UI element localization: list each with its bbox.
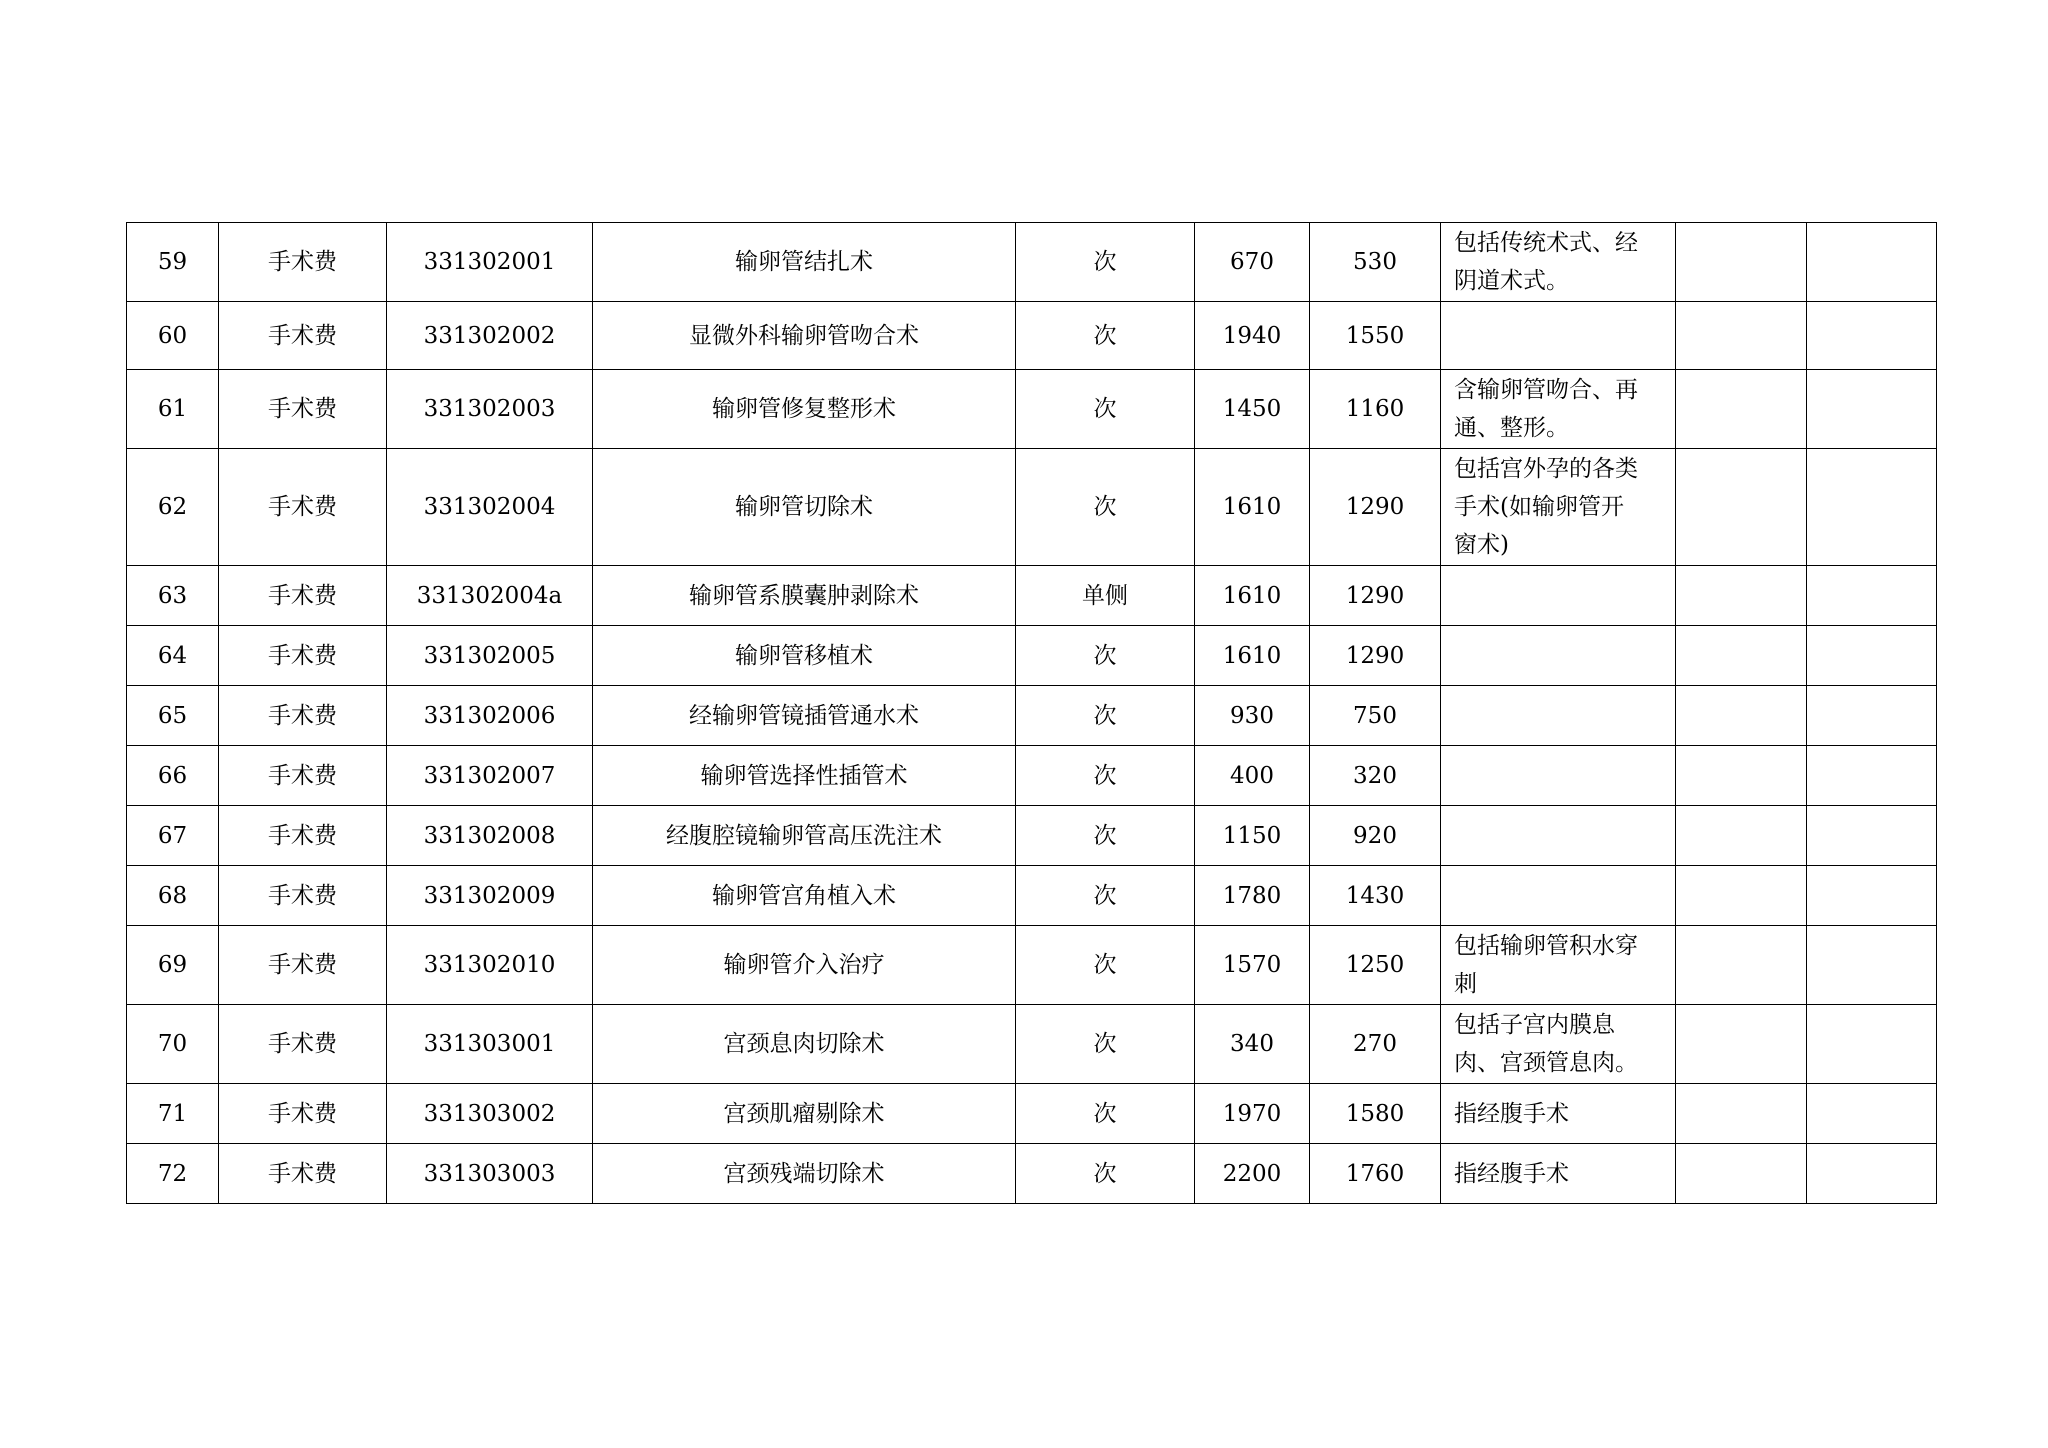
- cell-note: [1441, 746, 1676, 806]
- cell-category: 手术费: [219, 1144, 387, 1204]
- table-row: [127, 866, 1937, 926]
- cell-code: 331303002: [387, 1084, 593, 1144]
- cell-category: 手术费: [219, 686, 387, 746]
- cell-price1: 1940: [1195, 302, 1310, 370]
- cell-no: 63: [127, 566, 219, 626]
- cell-extra1: [1676, 626, 1807, 686]
- cell-unit: 次: [1016, 1144, 1195, 1204]
- cell-extra2: [1807, 1084, 1937, 1144]
- cell-price2: 530: [1310, 223, 1441, 302]
- cell-extra2: [1807, 1144, 1937, 1204]
- cell-price2: 750: [1310, 686, 1441, 746]
- cell-extra1: [1676, 866, 1807, 926]
- cell-price1: 1610: [1195, 566, 1310, 626]
- cell-no: 62: [127, 449, 219, 566]
- cell-price2: 270: [1310, 1005, 1441, 1084]
- cell-price2: 320: [1310, 746, 1441, 806]
- cell-no: 72: [127, 1144, 219, 1204]
- cell-category: 手术费: [219, 302, 387, 370]
- cell-note: 包括宫外孕的各类 手术(如输卵管开 窗术): [1441, 449, 1676, 566]
- cell-name: 宫颈息肉切除术: [593, 1005, 1016, 1084]
- cell-unit: 次: [1016, 686, 1195, 746]
- cell-category: 手术费: [219, 626, 387, 686]
- cell-no: 59: [127, 223, 219, 302]
- table-row: [127, 1144, 1937, 1204]
- cell-name: 输卵管系膜囊肿剥除术: [593, 566, 1016, 626]
- cell-extra1: [1676, 302, 1807, 370]
- cell-note: 包括输卵管积水穿 刺: [1441, 926, 1676, 1005]
- cell-no: 71: [127, 1084, 219, 1144]
- cell-price2: 1290: [1310, 449, 1441, 566]
- cell-code: 331303001: [387, 1005, 593, 1084]
- cell-price2: 1430: [1310, 866, 1441, 926]
- cell-price1: 1780: [1195, 866, 1310, 926]
- cell-name: 经输卵管镜插管通水术: [593, 686, 1016, 746]
- cell-category: 手术费: [219, 370, 387, 449]
- cell-code: 331302005: [387, 626, 593, 686]
- cell-unit: 次: [1016, 746, 1195, 806]
- cell-no: 69: [127, 926, 219, 1005]
- cell-code: 331303003: [387, 1144, 593, 1204]
- cell-unit: 次: [1016, 223, 1195, 302]
- cell-unit: 次: [1016, 866, 1195, 926]
- cell-no: 64: [127, 626, 219, 686]
- cell-code: 331302010: [387, 926, 593, 1005]
- cell-price1: 670: [1195, 223, 1310, 302]
- cell-category: 手术费: [219, 1084, 387, 1144]
- cell-note: 指经腹手术: [1441, 1084, 1676, 1144]
- cell-no: 70: [127, 1005, 219, 1084]
- cell-price2: 1550: [1310, 302, 1441, 370]
- table-row: [127, 223, 1937, 302]
- table-row: [127, 302, 1937, 370]
- cell-name: 输卵管介入治疗: [593, 926, 1016, 1005]
- cell-extra2: [1807, 746, 1937, 806]
- cell-extra2: [1807, 566, 1937, 626]
- cell-extra2: [1807, 686, 1937, 746]
- cell-price1: 1450: [1195, 370, 1310, 449]
- cell-name: 输卵管宫角植入术: [593, 866, 1016, 926]
- cell-note: [1441, 686, 1676, 746]
- cell-price1: 1570: [1195, 926, 1310, 1005]
- cell-name: 输卵管移植术: [593, 626, 1016, 686]
- cell-code: 331302004: [387, 449, 593, 566]
- cell-no: 60: [127, 302, 219, 370]
- cell-unit: 次: [1016, 926, 1195, 1005]
- cell-code: 331302002: [387, 302, 593, 370]
- cell-unit: 次: [1016, 370, 1195, 449]
- cell-price1: 340: [1195, 1005, 1310, 1084]
- cell-extra2: [1807, 223, 1937, 302]
- cell-name: 宫颈肌瘤剔除术: [593, 1084, 1016, 1144]
- cell-extra2: [1807, 926, 1937, 1005]
- cell-unit: 次: [1016, 449, 1195, 566]
- cell-price2: 1580: [1310, 1084, 1441, 1144]
- cell-unit: 次: [1016, 806, 1195, 866]
- fee-table-body: [127, 223, 1937, 1204]
- table-row: [127, 370, 1937, 449]
- cell-code: 331302009: [387, 866, 593, 926]
- cell-price2: 1250: [1310, 926, 1441, 1005]
- cell-price1: 2200: [1195, 1144, 1310, 1204]
- cell-extra1: [1676, 926, 1807, 1005]
- cell-code: 331302003: [387, 370, 593, 449]
- cell-extra2: [1807, 866, 1937, 926]
- cell-category: 手术费: [219, 806, 387, 866]
- cell-name: 宫颈残端切除术: [593, 1144, 1016, 1204]
- cell-category: 手术费: [219, 223, 387, 302]
- cell-code: 331302001: [387, 223, 593, 302]
- fee-table: [126, 222, 1937, 1204]
- cell-name: 显微外科输卵管吻合术: [593, 302, 1016, 370]
- cell-note: 包括传统术式、经 阴道术式。: [1441, 223, 1676, 302]
- table-row: [127, 1084, 1937, 1144]
- cell-extra1: [1676, 746, 1807, 806]
- cell-code: 331302004a: [387, 566, 593, 626]
- cell-name: 输卵管切除术: [593, 449, 1016, 566]
- cell-price2: 1290: [1310, 566, 1441, 626]
- cell-name: 经腹腔镜输卵管高压洗注术: [593, 806, 1016, 866]
- cell-extra1: [1676, 566, 1807, 626]
- cell-unit: 次: [1016, 1084, 1195, 1144]
- table-row: [127, 926, 1937, 1005]
- cell-category: 手术费: [219, 746, 387, 806]
- table-row: [127, 449, 1937, 566]
- cell-code: 331302007: [387, 746, 593, 806]
- cell-code: 331302006: [387, 686, 593, 746]
- cell-unit: 次: [1016, 626, 1195, 686]
- cell-note: [1441, 626, 1676, 686]
- cell-extra1: [1676, 1084, 1807, 1144]
- table-row: [127, 746, 1937, 806]
- cell-no: 61: [127, 370, 219, 449]
- cell-extra2: [1807, 449, 1937, 566]
- cell-price1: 1970: [1195, 1084, 1310, 1144]
- table-row: [127, 806, 1937, 866]
- table-row: [127, 626, 1937, 686]
- cell-price1: 400: [1195, 746, 1310, 806]
- table-row: [127, 686, 1937, 746]
- cell-extra2: [1807, 302, 1937, 370]
- table-row: [127, 566, 1937, 626]
- cell-price1: 1610: [1195, 626, 1310, 686]
- cell-price1: 1150: [1195, 806, 1310, 866]
- cell-extra1: [1676, 370, 1807, 449]
- cell-note: [1441, 566, 1676, 626]
- cell-extra2: [1807, 806, 1937, 866]
- cell-extra1: [1676, 686, 1807, 746]
- cell-extra2: [1807, 1005, 1937, 1084]
- cell-extra1: [1676, 449, 1807, 566]
- cell-category: 手术费: [219, 866, 387, 926]
- cell-name: 输卵管结扎术: [593, 223, 1016, 302]
- cell-note: 含输卵管吻合、再 通、整形。: [1441, 370, 1676, 449]
- cell-no: 67: [127, 806, 219, 866]
- cell-no: 65: [127, 686, 219, 746]
- cell-extra1: [1676, 223, 1807, 302]
- cell-note: [1441, 866, 1676, 926]
- cell-price1: 1610: [1195, 449, 1310, 566]
- cell-category: 手术费: [219, 926, 387, 1005]
- cell-extra2: [1807, 626, 1937, 686]
- table-row: [127, 1005, 1937, 1084]
- cell-category: 手术费: [219, 1005, 387, 1084]
- cell-extra2: [1807, 370, 1937, 449]
- cell-no: 68: [127, 866, 219, 926]
- cell-note: [1441, 302, 1676, 370]
- cell-category: 手术费: [219, 566, 387, 626]
- cell-no: 66: [127, 746, 219, 806]
- cell-price2: 1290: [1310, 626, 1441, 686]
- cell-unit: 单侧: [1016, 566, 1195, 626]
- cell-unit: 次: [1016, 302, 1195, 370]
- cell-price1: 930: [1195, 686, 1310, 746]
- cell-price2: 1760: [1310, 1144, 1441, 1204]
- cell-price2: 920: [1310, 806, 1441, 866]
- cell-name: 输卵管选择性插管术: [593, 746, 1016, 806]
- cell-extra1: [1676, 1144, 1807, 1204]
- cell-note: [1441, 806, 1676, 866]
- cell-extra1: [1676, 1005, 1807, 1084]
- cell-extra1: [1676, 806, 1807, 866]
- cell-name: 输卵管修复整形术: [593, 370, 1016, 449]
- cell-price2: 1160: [1310, 370, 1441, 449]
- cell-unit: 次: [1016, 1005, 1195, 1084]
- cell-category: 手术费: [219, 449, 387, 566]
- cell-code: 331302008: [387, 806, 593, 866]
- cell-note: 包括子宫内膜息 肉、宫颈管息肉。: [1441, 1005, 1676, 1084]
- cell-note: 指经腹手术: [1441, 1144, 1676, 1204]
